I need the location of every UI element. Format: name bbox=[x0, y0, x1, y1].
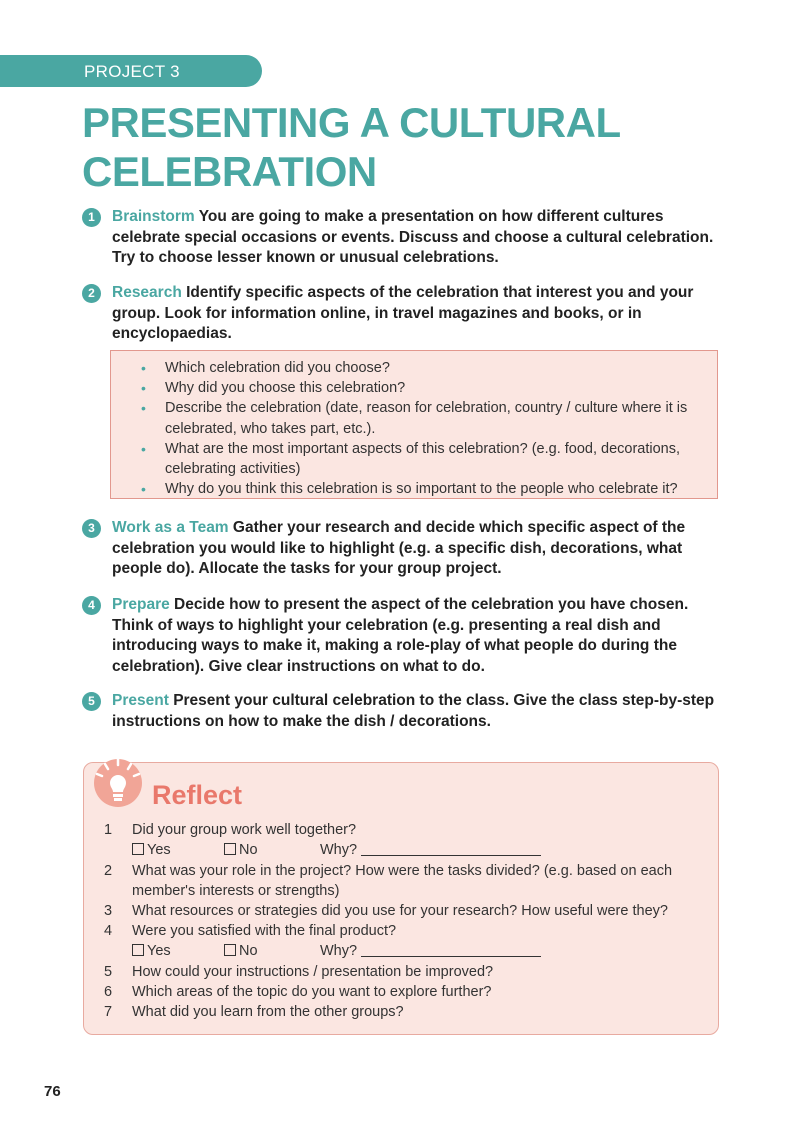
step-keyword: Brainstorm bbox=[112, 208, 195, 225]
why-answer-line[interactable] bbox=[361, 843, 541, 856]
yes-label: Yes bbox=[147, 943, 171, 960]
step-keyword: Work as a Team bbox=[112, 519, 229, 536]
question-text: Which celebration did you choose? bbox=[165, 360, 390, 376]
why-label: Why? bbox=[320, 943, 358, 960]
page-title bbox=[82, 98, 742, 196]
checkbox-icon bbox=[224, 843, 236, 855]
item-text: Did your group work well together? bbox=[132, 822, 357, 838]
why-answer-line[interactable] bbox=[361, 944, 541, 957]
step-number-badge: 3 bbox=[82, 519, 101, 538]
step-text: Identify specific aspects of the celebration that interest you and your group. Look for information online, in travel magazines and books, or in encyclopaedias. bbox=[112, 284, 694, 342]
question-text: Why did you choose this celebration? bbox=[165, 380, 406, 397]
title-line-1: PRESENTING A CULTURAL bbox=[82, 99, 621, 146]
yes-label: Yes bbox=[147, 842, 171, 859]
bullet-icon: • bbox=[141, 400, 146, 417]
reflect-item-6 bbox=[104, 982, 704, 1002]
item-number: 1 bbox=[104, 822, 113, 838]
no-label: No bbox=[239, 943, 258, 960]
bullet-icon: • bbox=[141, 440, 146, 457]
list-item bbox=[141, 479, 711, 499]
question-list bbox=[111, 351, 717, 499]
question-text: Why do you think this celebration is so important to the people who celebrate it? bbox=[165, 481, 678, 498]
reflect-item-2 bbox=[104, 861, 704, 902]
bullet-icon: • bbox=[141, 380, 146, 397]
item-number: 3 bbox=[104, 903, 113, 919]
reflect-item-3 bbox=[104, 901, 704, 921]
step-number-badge: 4 bbox=[82, 596, 101, 615]
list-item bbox=[141, 439, 711, 479]
item-number: 7 bbox=[104, 1004, 113, 1020]
reflect-item-5 bbox=[104, 962, 704, 982]
no-checkbox[interactable] bbox=[224, 941, 320, 961]
item-text: What resources or strategies did you use for your research? How useful were they? bbox=[132, 903, 668, 919]
question-text: Describe the celebration (date, reason for celebration, country / culture where it is celebrated, who takes part, etc.). bbox=[165, 400, 688, 437]
step-text: Decide how to present the aspect of the celebration you have chosen. Think of ways to highlight your celebration (e.g. presenting a real dish and introducing ways to make it, making a role-play of what people do during the celebration). Give clear instructions on what to do. bbox=[112, 596, 689, 675]
no-label: No bbox=[239, 842, 258, 859]
reflect-item-4 bbox=[104, 921, 704, 962]
step-keyword: Present bbox=[112, 692, 169, 709]
page-number: 76 bbox=[44, 1083, 61, 1100]
step-number-badge: 1 bbox=[82, 208, 101, 227]
item-number: 2 bbox=[104, 863, 113, 879]
question-text: What are the most important aspects of this celebration? (e.g. food, decorations, celebrating activities) bbox=[165, 440, 681, 478]
lightbulb-icon bbox=[88, 753, 148, 809]
step-research bbox=[82, 283, 722, 345]
why-label: Why? bbox=[320, 842, 358, 859]
item-text: Were you satisfied with the final product? bbox=[132, 923, 397, 939]
item-text: Which areas of the topic do you want to explore further? bbox=[132, 984, 492, 1000]
yes-checkbox[interactable] bbox=[132, 840, 224, 860]
step-number-badge: 2 bbox=[82, 284, 101, 303]
item-text: How could your instructions / presentation be improved? bbox=[132, 964, 494, 980]
list-item bbox=[141, 398, 711, 438]
item-number: 4 bbox=[104, 923, 113, 939]
reflect-item-1 bbox=[104, 820, 704, 861]
checkbox-icon bbox=[132, 843, 144, 855]
project-tab bbox=[0, 55, 262, 87]
step-text: Present your cultural celebration to the class. Give the class step-by-step instructions on how to make the dish / decorations. bbox=[112, 692, 715, 730]
checkbox-icon bbox=[224, 944, 236, 956]
item-number: 6 bbox=[104, 984, 113, 1000]
list-item bbox=[141, 378, 711, 398]
step-work-as-a-team bbox=[82, 518, 722, 580]
checkbox-icon bbox=[132, 944, 144, 956]
no-checkbox[interactable] bbox=[224, 840, 320, 860]
step-number-badge: 5 bbox=[82, 692, 101, 711]
reflect-item-7 bbox=[104, 1002, 704, 1022]
reflect-title: Reflect bbox=[152, 780, 243, 810]
item-number: 5 bbox=[104, 964, 113, 980]
step-keyword: Prepare bbox=[112, 596, 170, 613]
research-questions-box bbox=[110, 350, 718, 499]
bullet-icon: • bbox=[141, 481, 146, 498]
step-present bbox=[82, 691, 722, 732]
title-line-2: CELEBRATION bbox=[82, 148, 377, 195]
list-item bbox=[141, 358, 711, 378]
step-prepare bbox=[82, 595, 722, 677]
step-keyword: Research bbox=[112, 284, 182, 301]
project-label: PROJECT 3 bbox=[84, 62, 180, 81]
step-text: You are going to make a presentation on how different cultures celebrate special occasions or events. Discuss and choose a cultural celebration. Try to choose lesser known or unusual celebrations. bbox=[112, 208, 714, 266]
yes-checkbox[interactable] bbox=[132, 941, 224, 961]
item-text: What was your role in the project? How were the tasks divided? (e.g. based on each member's interests or strengths) bbox=[132, 863, 673, 900]
step-brainstorm bbox=[82, 207, 722, 269]
item-text: What did you learn from the other groups? bbox=[132, 1004, 404, 1020]
bullet-icon: • bbox=[141, 360, 146, 376]
step-text: Gather your research and decide which specific aspect of the celebration you would like to highlight (e.g. a specific dish, decorations, what people do). Allocate the tasks for your group project. bbox=[112, 519, 686, 577]
